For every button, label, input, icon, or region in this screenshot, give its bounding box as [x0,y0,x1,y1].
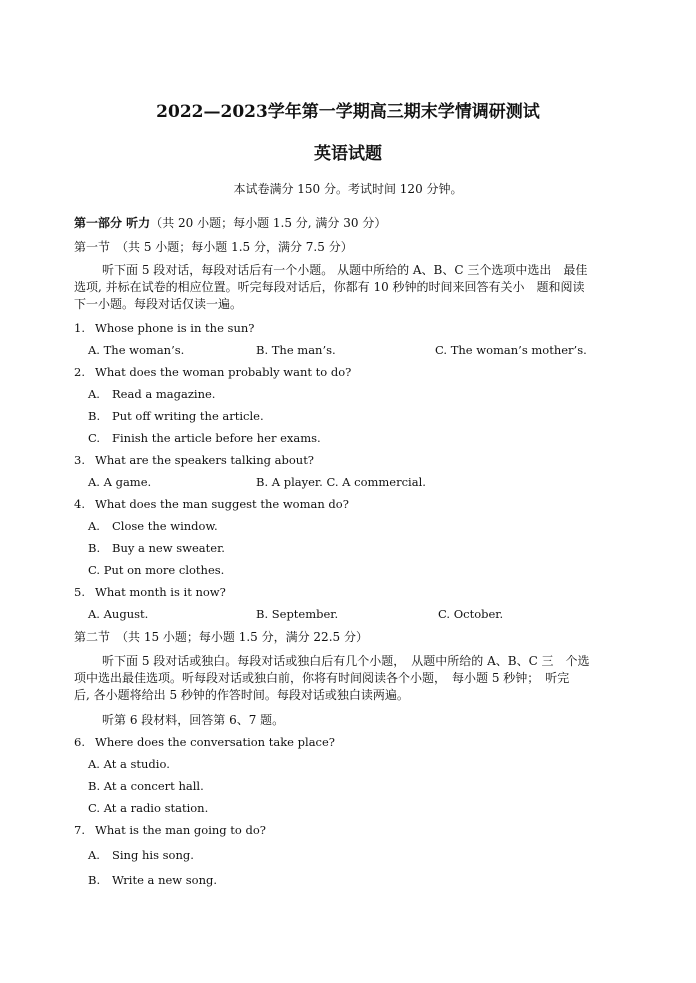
section2-heading: 第二节 （共 15 小题；每小题 1.5 分，满分 22.5 分） [74,630,368,644]
q6-option-a: A. At a studio. [88,757,170,771]
option-text: Sing his song. [112,848,194,862]
question-7 [74,823,266,838]
option-text: Read a magazine. [112,387,216,401]
q2-option-a [88,387,215,402]
q7-option-a [88,848,194,863]
question-5 [74,585,226,600]
q5-option-b: B. September. [256,607,339,621]
exam-title: 2022—2023学年第一学期高三期末学情调研测试 [156,102,540,122]
instruction-line: 项中选出最佳选项。听每段对话或独白前，你将有时间阅读各个小题， 每小题 5 秒钟； 听完 [74,671,570,685]
exam-subject: 英语试题 [314,144,382,164]
option-text: Put off writing the article. [112,409,264,423]
q1-option-c: C. The woman’s mother’s. [435,343,587,357]
exam-info: 本试卷满分 150 分。考试时间 120 分钟。 [233,182,463,196]
question-text: What are the speakers talking about? [95,453,314,467]
option-letter: B. [88,873,101,887]
question-text: What month is it now? [95,585,226,599]
question-number: 3. [74,453,85,467]
q7-option-b [88,873,217,888]
q1-option-a: A. The woman’s. [88,343,185,357]
q2-option-c [88,431,321,446]
question-number: 7. [74,823,85,837]
instruction-line: 后, 各小题将给出 5 秒钟的作答时间。每段对话或独白读两遍。 [74,688,409,702]
option-letter: B. [88,409,101,423]
instruction-line: 听下面 5 段对话，每段对话后有一个小题。 从题中所给的 A、B、C 三个选项中选出 最佳 [102,263,588,277]
q6-option-b: B. At a concert hall. [88,779,204,793]
question-2 [74,365,351,380]
q4-option-b [88,541,225,556]
question-number: 4. [74,497,85,511]
question-number: 6. [74,735,85,749]
q3-option-a: A. A game. [88,475,152,489]
q5-option-a: A. August. [88,607,149,621]
q6-option-c: C. At a radio station. [88,801,209,815]
q4-option-a [88,519,218,534]
section2-instructions [74,653,622,704]
q5-option-c: C. October. [438,607,504,621]
part1-heading-bold: 第一部分 听力 [74,216,151,230]
question-text: Whose phone is in the sun? [95,321,255,335]
question-text: What does the woman probably want to do? [95,365,352,379]
instruction-line: 下一小题。每段对话仅读一遍。 [74,297,243,311]
question-number: 5. [74,585,85,599]
section1-instructions [74,262,622,313]
option-text: Finish the article before her exams. [112,431,321,445]
part1-heading-rest: （共 20 小题；每小题 1.5 分, 满分 30 分） [150,216,387,230]
section1-heading: 第一节 （共 5 小题；每小题 1.5 分，满分 7.5 分） [74,240,353,254]
q3-option-bc: B. A player. C. A commercial. [256,475,426,489]
question-3 [74,453,314,468]
option-text: Close the window. [112,519,218,533]
question-text: What does the man suggest the woman do? [95,497,349,511]
question-text: What is the man going to do? [95,823,266,837]
q1-option-b: B. The man’s. [256,343,336,357]
option-text: Buy a new sweater. [112,541,225,555]
option-letter: A. [88,387,100,401]
question-1 [74,321,254,336]
option-letter: A. [88,519,100,533]
q4-option-c: C. Put on more clothes. [88,563,225,577]
question-number: 2. [74,365,85,379]
question-text: Where does the conversation take place? [95,735,335,749]
option-letter: C. [88,431,101,445]
instruction-line: 听下面 5 段对话或独白。每段对话或独白后有几个小题， 从题中所给的 A、B、C 三 个选 [102,654,590,668]
q2-option-b [88,409,264,424]
question-4 [74,497,349,512]
instruction-line: 选项, 并标在试卷的相应位置。听完每段对话后，你都有 10 秒钟的时间来回答有关小 题和阅读 [74,280,585,294]
option-letter: B. [88,541,101,555]
question-number: 1. [74,321,85,335]
question-6 [74,735,335,750]
option-letter: A. [88,848,100,862]
part1-heading [74,215,386,231]
material-note: 听第 6 段材料，回答第 6、7 题。 [102,713,285,727]
option-text: Write a new song. [112,873,218,887]
